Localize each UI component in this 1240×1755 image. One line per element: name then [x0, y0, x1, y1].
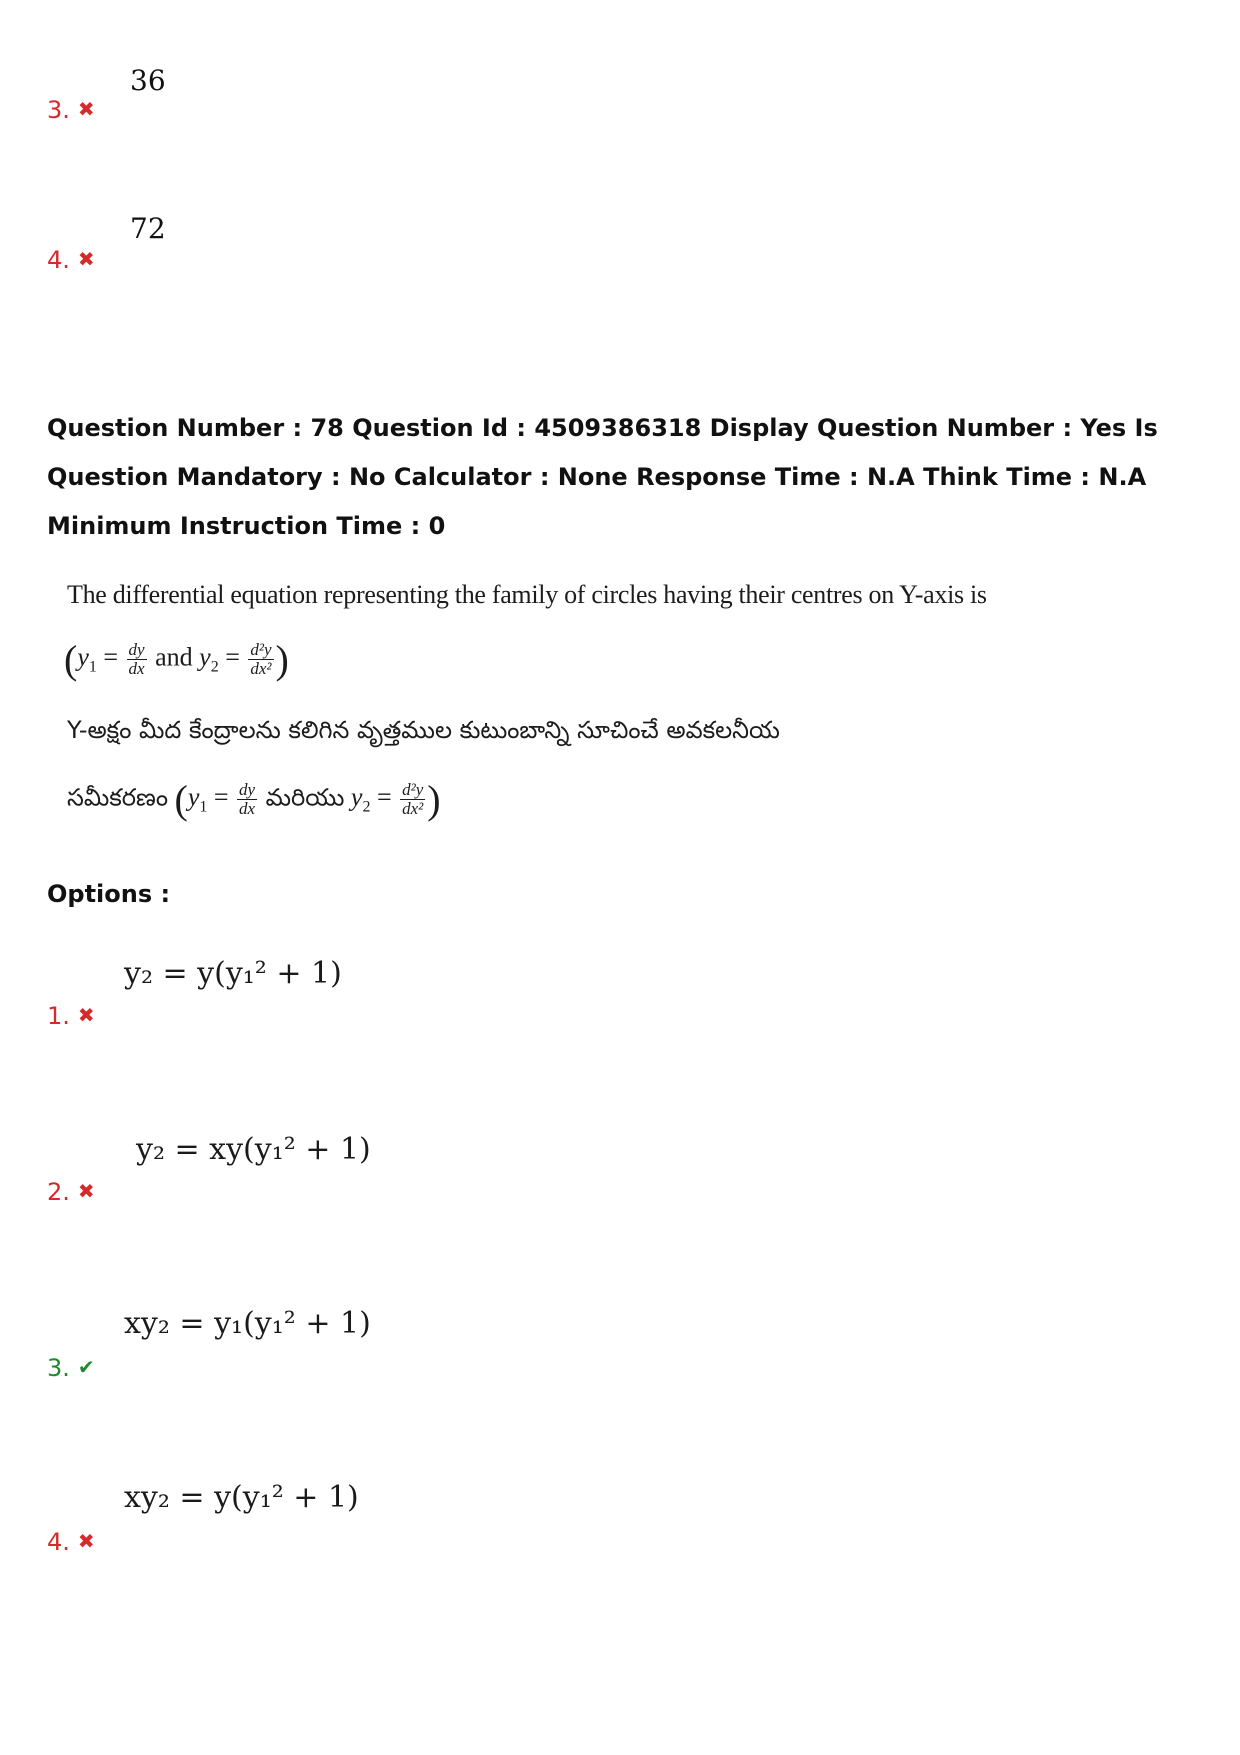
- cross-icon: ✖: [77, 1003, 95, 1027]
- option-4-number: 4.: [47, 1528, 70, 1556]
- option-3: [47, 1354, 95, 1382]
- and-word: and: [155, 642, 193, 672]
- option-1-number: 1.: [47, 1002, 70, 1030]
- prev-option-3: [47, 96, 95, 124]
- option-2-equation: y₂ = xy(y₁² + 1): [136, 1132, 371, 1167]
- question-definitions-english: ($y_1$ = $\frac{dy}{dx}$ and $y_2$ = $\frac{\text{d²y}}{\text{dx²}}$ ): [64, 637, 289, 682]
- question-text-telugu: Y-అక్షం మీద కేంద్రాలను కలిగిన వృత్తముల కుటుంబాన్ని సూచించే అవకలనీయ: [67, 716, 780, 744]
- check-icon: ✔: [77, 1355, 95, 1379]
- option-3-number: 3.: [47, 1354, 70, 1382]
- cross-icon: ✖: [77, 1529, 95, 1553]
- prev-option-3-value: 36: [130, 64, 166, 97]
- cross-icon: ✖: [77, 97, 95, 121]
- prev-option-4-value: 72: [130, 212, 166, 245]
- prev-option-3-number: 3.: [47, 96, 70, 124]
- question-definitions-telugu: సమీకరణం ($y_1$ = $\frac{dy}{dx}$ మరియు $y_2$ = $\frac{\text{d²y}}{\text{dx²}}$ ): [67, 777, 441, 822]
- option-1: [47, 1002, 95, 1030]
- question-meta: Question Number : 78 Question Id : 4509386318 Display Question Number : Yes Is Question Mandatory : No Calculator : None Response Time : N.A Think Time : N.A Minimum Instruction Time : 0: [47, 414, 1158, 540]
- option-2: [47, 1178, 95, 1206]
- options-label: Options :: [47, 880, 171, 908]
- cross-icon: ✖: [77, 1179, 95, 1203]
- prev-option-4-number: 4.: [47, 246, 70, 274]
- option-1-equation: y₂ = y(y₁² + 1): [124, 956, 342, 991]
- telugu-equation-word: సమీకరణం: [67, 783, 168, 812]
- option-2-number: 2.: [47, 1178, 70, 1206]
- option-4-equation: xy₂ = y(y₁² + 1): [124, 1480, 359, 1515]
- option-4: [47, 1528, 95, 1556]
- telugu-and-word: మరియు: [265, 783, 345, 812]
- option-3-equation: xy₂ = y₁(y₁² + 1): [124, 1306, 371, 1341]
- question-text-english: The differential equation representing the family of circles having their centres on Y-axis is: [67, 580, 987, 609]
- prev-option-4: [47, 246, 95, 274]
- cross-icon: ✖: [77, 247, 95, 271]
